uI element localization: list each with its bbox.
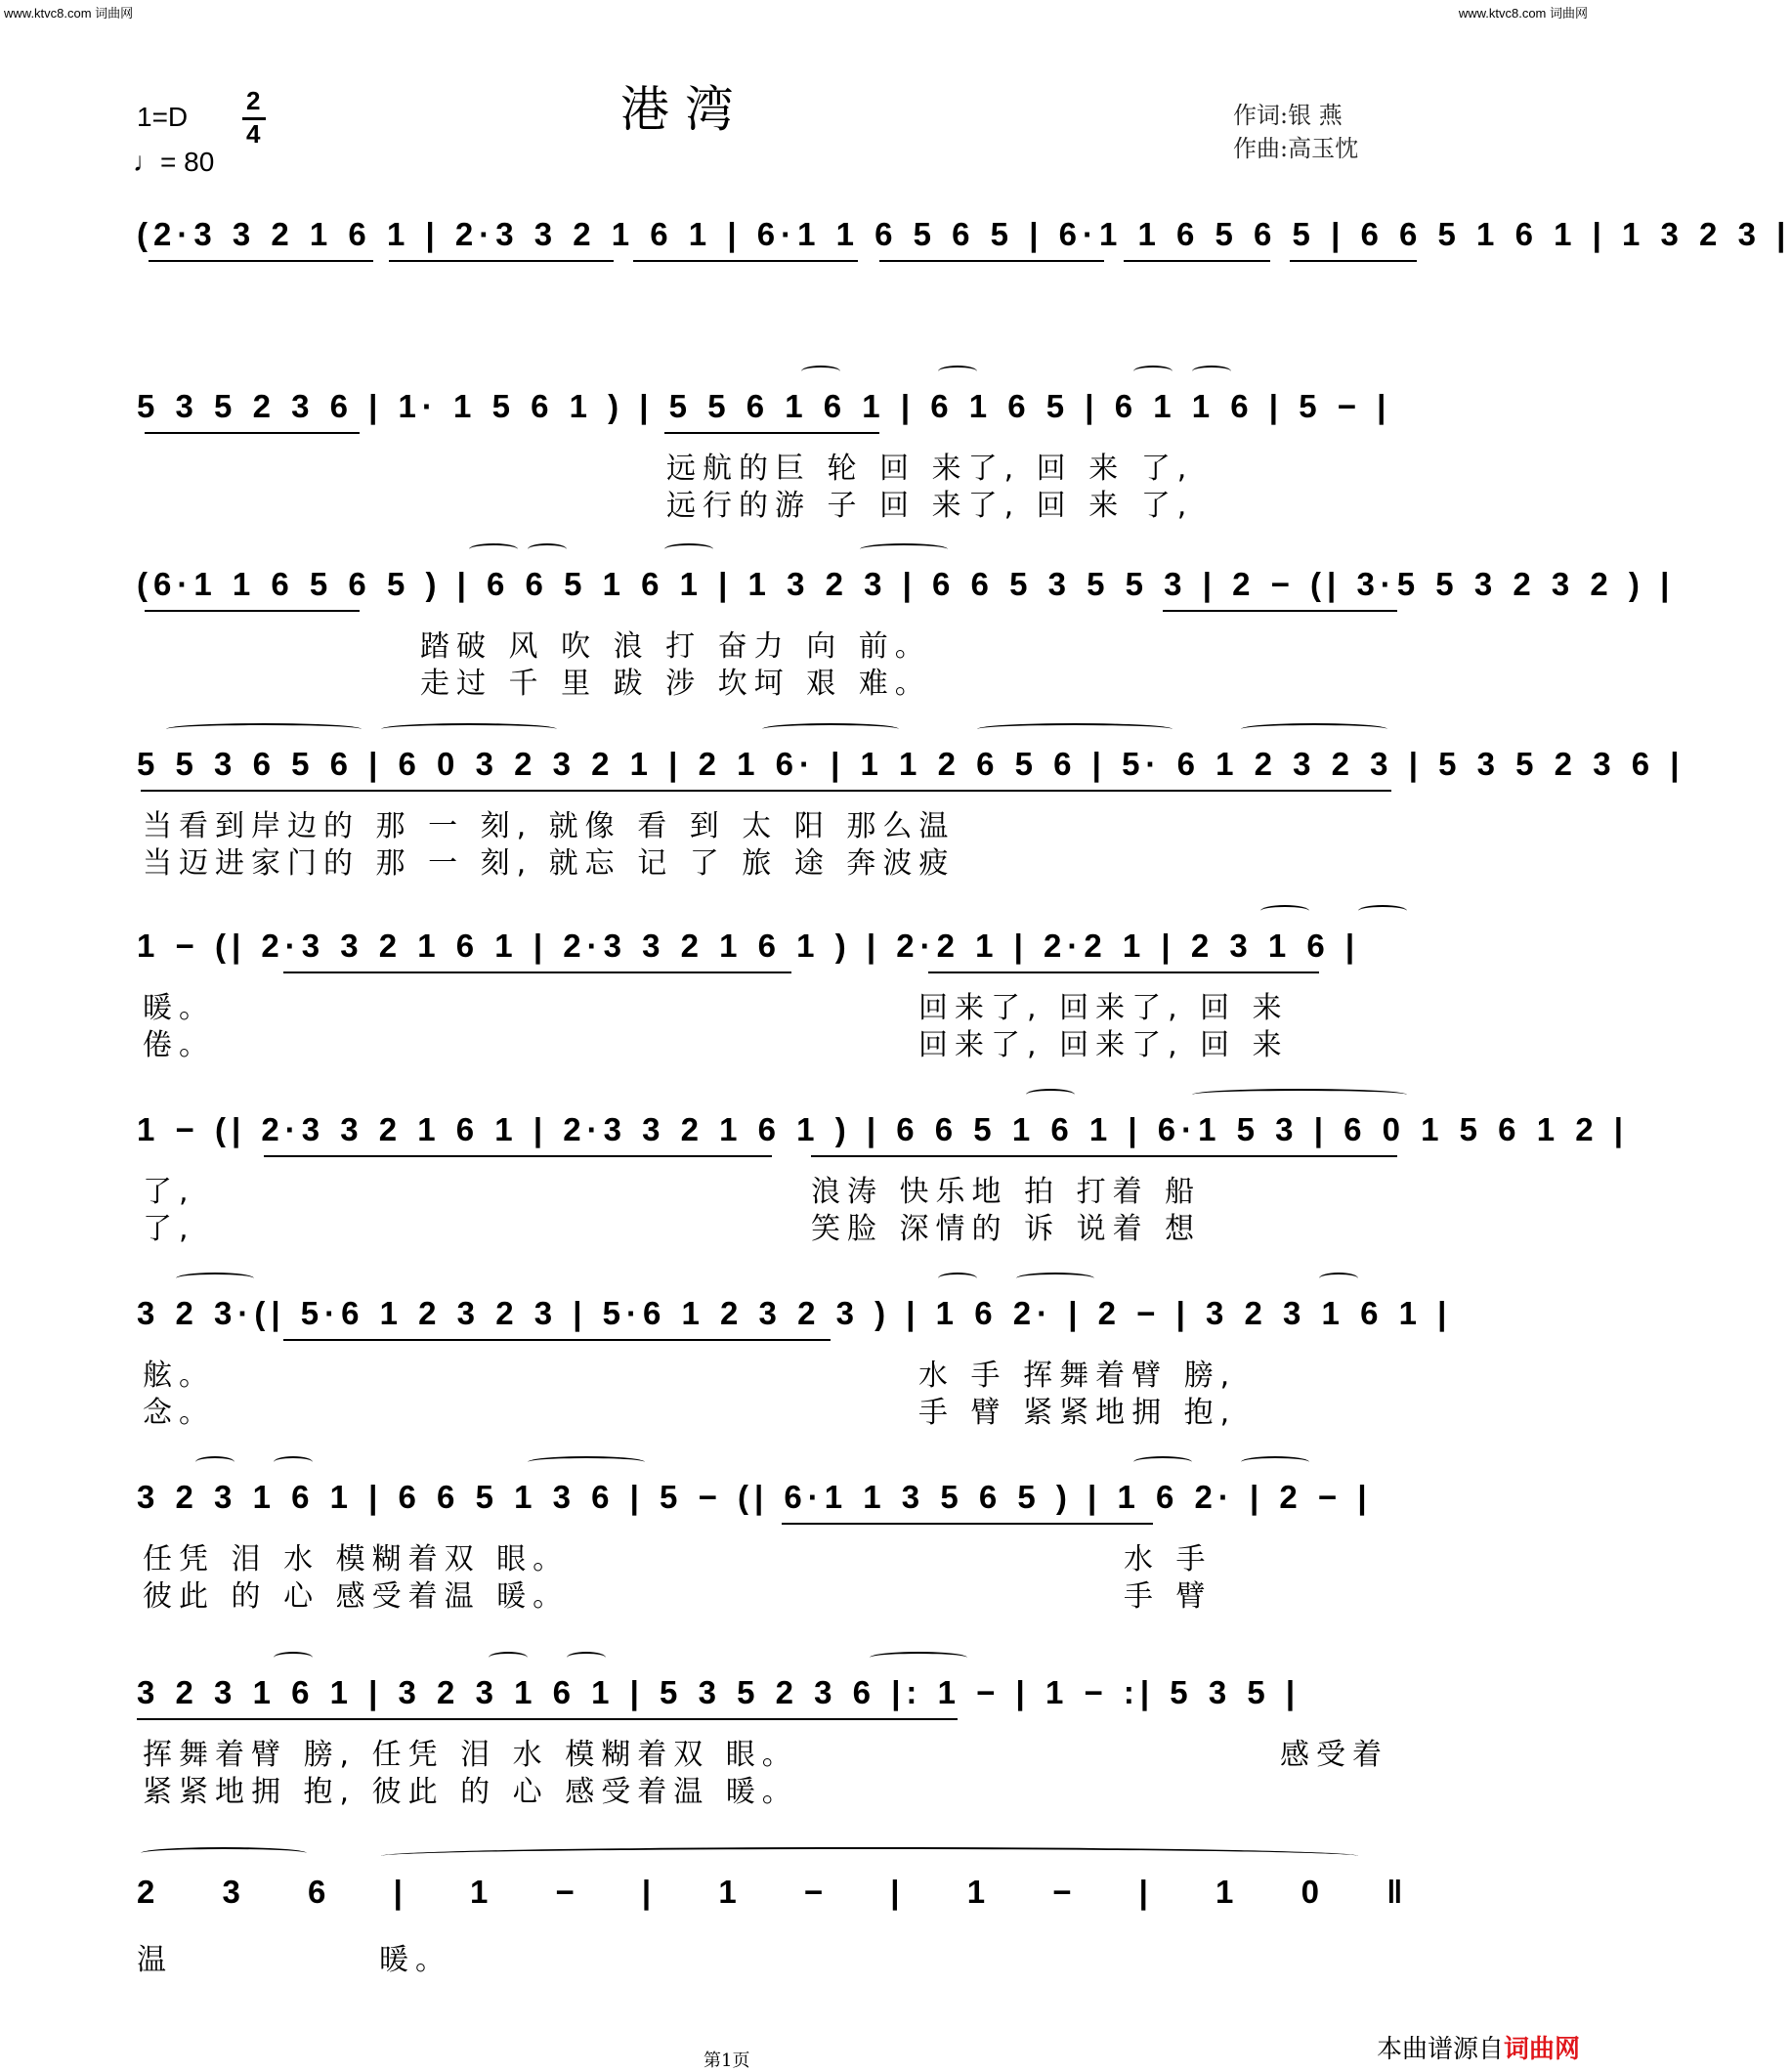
slur	[1133, 366, 1173, 377]
notation-line: (2·3 3 2 1 6 1 | 2·3 3 2 1 6 1 | 6·1 1 6 5 6 5 | 6·1 1 6 5 6 5 | 6 6 5 1 6 1 | 1 3 2 3 |	[137, 216, 1791, 252]
lyric-verse-2-b: 手 臂 紧紧地拥 抱,	[918, 1396, 1237, 1430]
beam-line	[1163, 610, 1397, 612]
slur	[801, 366, 840, 377]
tempo-marking: ♩= 80	[133, 147, 215, 177]
slur	[195, 1456, 235, 1468]
lyric-verse-2: 走过 千 里 跋 涉 坎坷 艰 难。	[420, 667, 931, 701]
lyric-verse-1: 当看到岸边的 那 一 刻, 就像 看 到 太 阳 那么温	[143, 809, 956, 843]
time-signature-top: 2	[246, 86, 261, 115]
score-row-6	[137, 1101, 1629, 1246]
lyric-verse-1-b: 水 手 挥舞着臂 膀,	[918, 1359, 1237, 1393]
slur	[977, 723, 1173, 735]
beam-line	[928, 971, 1319, 973]
beam-line	[264, 1155, 772, 1157]
lyric-verse-1: 远航的巨 轮 回 来了, 回 来 了,	[666, 452, 1194, 486]
score-row-10	[137, 1863, 1436, 1977]
lyric-verse-2-b: 回来了, 回来了, 回 来	[918, 1028, 1289, 1062]
beam-line	[137, 1718, 958, 1720]
source-brand	[1377, 2029, 1580, 2065]
lyric-verse-1: 舷。	[143, 1359, 215, 1393]
notation-line: 3 2 3 1 6 1 | 6 6 5 1 3 6 | 5 − (| 6·1 1 3 5 6 5 ) | 1 6 2· | 2 − |	[137, 1479, 1373, 1515]
beam-line	[145, 432, 360, 434]
slur	[1319, 1273, 1358, 1284]
score-row-1	[137, 205, 1791, 295]
slur	[567, 1652, 606, 1663]
lyric-verse-2: 了,	[143, 1212, 195, 1246]
slur	[528, 1456, 645, 1468]
notation-line: 1 − (| 2·3 3 2 1 6 1 | 2·3 3 2 1 6 1 ) | 6 6 5 1 6 1 | 6·1 5 3 | 6 0 1 5 6 1 2 |	[137, 1111, 1629, 1147]
notation-line: 5 3 5 2 3 6 | 1· 1 5 6 1 ) | 5 5 6 1 6 1 | 6 1 6 5 | 6 1 1 6 | 5 − |	[137, 388, 1392, 424]
slur	[938, 366, 977, 377]
notation-line: (6·1 1 6 5 6 5 ) | 6 6 5 1 6 1 | 1 3 2 3 | 6 6 5 3 5 5 3 | 2 − (| 3·5 5 3 2 3 2 ) |	[137, 566, 1676, 602]
slur	[166, 723, 362, 735]
slur	[528, 543, 567, 555]
slur	[1133, 1456, 1192, 1468]
slur	[1260, 905, 1309, 917]
score-row-9	[137, 1663, 1436, 1809]
site-mark-right: www.ktvc8.com 词曲网	[1458, 6, 1588, 21]
lyric-verse-2-b: 笑脸 深情的 诉 说着 想	[811, 1212, 1202, 1246]
notation-line: 1 − (| 2·3 3 2 1 6 1 | 2·3 3 2 1 6 1 ) | 2·2 1 | 2·2 1 | 2 3 1 6 |	[137, 928, 1361, 964]
slur	[274, 1456, 313, 1468]
slur	[938, 1273, 977, 1284]
site-mark-left: www.ktvc8.com 词曲网	[4, 6, 134, 21]
beam-line	[141, 790, 1391, 792]
beam-line	[389, 260, 614, 262]
key-signature: 1=D	[137, 102, 189, 132]
lyric-verse-2: 紧紧地拥 抱, 彼此 的 心 感受着温 暖。	[143, 1775, 798, 1809]
lyric-verse-1-b: 水 手	[1124, 1542, 1213, 1576]
slur	[1016, 1273, 1094, 1284]
lyric-verse-1: 踏破 风 吹 浪 打 奋力 向 前。	[420, 629, 931, 664]
beam-line	[1290, 260, 1417, 262]
beam-line	[283, 1339, 831, 1341]
score-row-5	[137, 917, 1436, 1062]
beam-line	[633, 260, 858, 262]
score-row-2	[137, 377, 1436, 523]
notation-line: 3 2 3 1 6 1 | 3 2 3 1 6 1 | 5 3 5 2 3 6 |: 1 − | 1 − :| 5 3 5 |	[137, 1674, 1301, 1710]
lyric-verse-2: 当迈进家门的 那 一 刻, 就忘 记 了 旅 途 奔波疲	[143, 846, 956, 881]
lyric-verse-2: 念。	[143, 1396, 215, 1430]
tie	[381, 1847, 1358, 1865]
lyricist-credit: 作词:银 燕	[1233, 102, 1343, 129]
beam-line	[811, 1155, 1397, 1157]
slur	[469, 543, 518, 555]
lyric-verse-1-b: 暖。	[379, 1943, 451, 1977]
score-row-4	[137, 735, 1685, 881]
beam-line	[664, 432, 879, 434]
lyric-verse-1: 了,	[143, 1175, 195, 1209]
lyric-verse-2-b: 手 臂	[1124, 1579, 1213, 1614]
slur	[1241, 723, 1387, 735]
beam-line	[1124, 260, 1270, 262]
lyric-verse-1: 暖。	[143, 991, 215, 1025]
slur	[1241, 1456, 1309, 1468]
slur	[870, 1652, 967, 1663]
lyric-verse-1: 挥舞着臂 膀, 任凭 泪 水 模糊着双 眼。	[143, 1738, 798, 1772]
slur	[176, 1273, 254, 1284]
slur	[381, 723, 557, 735]
song-title: 港 湾	[620, 81, 734, 138]
lyric-verse-1-b: 浪涛 快乐地 拍 打着 船	[811, 1175, 1202, 1209]
slur	[860, 543, 948, 555]
lyric-verse-2: 彼此 的 心 感受着温 暖。	[143, 1579, 570, 1614]
slur	[664, 543, 713, 555]
slur	[489, 1652, 528, 1663]
notation-line: 3 2 3·(| 5·6 1 2 3 2 3 | 5·6 1 2 3 2 3 ) | 1 6 2· | 2 − | 3 2 3 1 6 1 |	[137, 1295, 1453, 1331]
lyric-verse-1-b: 回来了, 回来了, 回 来	[918, 991, 1289, 1025]
composer-credit: 作曲:高玉忱	[1233, 135, 1359, 162]
slur	[762, 723, 899, 735]
time-signature-bottom: 4	[246, 119, 261, 149]
slur	[274, 1652, 313, 1663]
lyric-verse-2: 远行的游 子 回 来了, 回 来 了,	[666, 489, 1194, 523]
lyric-verse-1: 温	[137, 1943, 173, 1977]
score-row-7	[137, 1284, 1453, 1430]
beam-line	[782, 1523, 1153, 1525]
lyric-verse-1-b: 感受着	[1280, 1738, 1388, 1772]
beam-line	[879, 260, 1104, 262]
beam-line	[145, 610, 360, 612]
slur	[1026, 1089, 1075, 1101]
score-row-8	[137, 1468, 1436, 1614]
beam-line	[283, 971, 791, 973]
slur	[141, 1847, 307, 1859]
beam-line	[149, 260, 373, 262]
notation-line: 5 5 3 6 5 6 | 6 0 3 2 3 2 1 | 2 1 6· | 1 1 2 6 5 6 | 5· 6 1 2 3 2 3 | 5 3 5 2 3 6 |	[137, 746, 1685, 782]
score-row-3	[137, 555, 1676, 701]
page-number: 第1页	[704, 2050, 750, 2071]
lyric-verse-2: 倦。	[143, 1028, 215, 1062]
lyric-verse-1: 任凭 泪 水 模糊着双 眼。	[143, 1542, 570, 1576]
slur	[1358, 905, 1407, 917]
notation-line: 2 3 6 | 1 − | 1 − | 1 − | 1 0 ‖	[137, 1874, 1432, 1910]
source-brand-red: 词曲网	[1503, 2035, 1580, 2064]
slur	[1192, 366, 1231, 377]
slur	[1192, 1089, 1407, 1101]
source-brand-text: 本曲谱源自	[1376, 2035, 1504, 2064]
